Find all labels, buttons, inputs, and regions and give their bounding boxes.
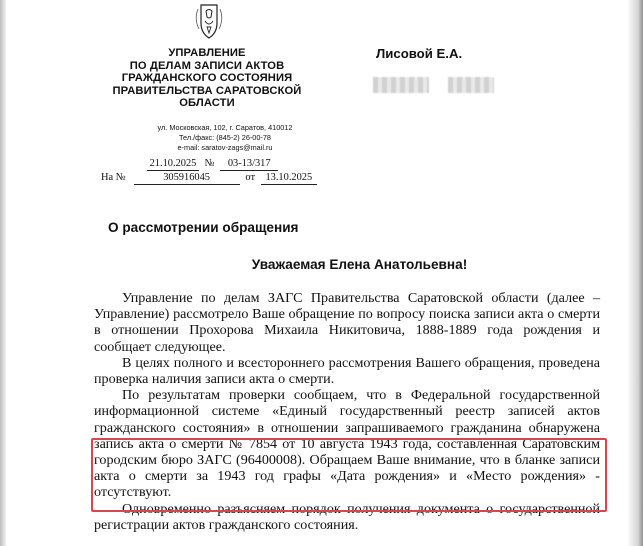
redacted-address bbox=[448, 77, 494, 93]
org-line: ГРАЖДАНСКОГО СОСТОЯНИЯ bbox=[121, 72, 293, 85]
number-label: № bbox=[204, 158, 215, 169]
letter-subject: О рассмотрении обращения bbox=[108, 220, 299, 235]
contact-block bbox=[130, 123, 320, 152]
outgoing-number: 03-13/317 bbox=[220, 158, 278, 171]
organization-name bbox=[96, 47, 318, 110]
phone-line: Тел./факс: (845-2) 26-00-78 bbox=[179, 132, 271, 142]
scan-left-edge bbox=[0, 0, 6, 546]
scan-right-edge bbox=[627, 0, 643, 546]
body-paragraph: В целях полного и всестороннего рассмотрения Вашего обращения, проведена проверка наличия записи акта о смерти. bbox=[94, 354, 600, 388]
registration-date-line bbox=[147, 158, 278, 171]
address-line: ул. Московская, 102, г. Саратов, 410012 bbox=[157, 123, 293, 132]
org-line: ПРАВИТЕЛЬСТВА САРАТОВСКОЙ bbox=[112, 84, 302, 97]
reference-label: На № bbox=[101, 172, 126, 183]
from-label: от bbox=[245, 172, 256, 183]
addressee-name: Лисовой Е.А. bbox=[376, 46, 463, 61]
body-paragraph: Управление по делам ЗАГС Правительства Саратовской области (далее – Управление) рассмотрело Ваше обращение по вопросу поиска записи акта о смерти в отношении Прохорова Михаила Никитовича, 1888-1889 года рождения и сообщает следующее. bbox=[94, 290, 600, 355]
coat-of-arms-icon bbox=[189, 3, 229, 41]
email-line: e-mail: saratov-zags@mail.ru bbox=[177, 142, 273, 152]
reference-number: 305916045 bbox=[134, 172, 240, 185]
reference-date: 13.10.2025 bbox=[261, 172, 317, 185]
body-paragraph: По результатам проверки сообщаем, что в Федеральной государственной информационной системе «Единый государственный реестр записей актов гражданского состояния» в отношении запрашиваемого гражданина обнаружена запись акта о смерти № 7854 от 10 августа 1943 года, составленная Саратовским городским бюро ЗАГС (96400008). Обращаем Ваше внимание, что в бланке записи акта о смерти за 1943 год графы «Дата рождения» и «Место рождения» - отсутствуют. bbox=[94, 387, 600, 501]
body-paragraph: Одновременно разъясняем порядок получения документа о государственной регистрации актов гражданского состояния. bbox=[94, 500, 600, 533]
org-line: УПРАВЛЕНИЕ bbox=[168, 47, 246, 59]
redacted-address bbox=[373, 77, 429, 93]
org-line: ПО ДЕЛАМ ЗАПИСИ АКТОВ bbox=[129, 59, 285, 72]
reference-line bbox=[101, 172, 317, 185]
salutation: Уважаемая Елена Анатольевна! bbox=[251, 257, 468, 272]
highlight-annotation bbox=[91, 438, 607, 512]
outgoing-date: 21.10.2025 bbox=[147, 158, 199, 171]
org-line: ОБЛАСТИ bbox=[179, 97, 235, 110]
